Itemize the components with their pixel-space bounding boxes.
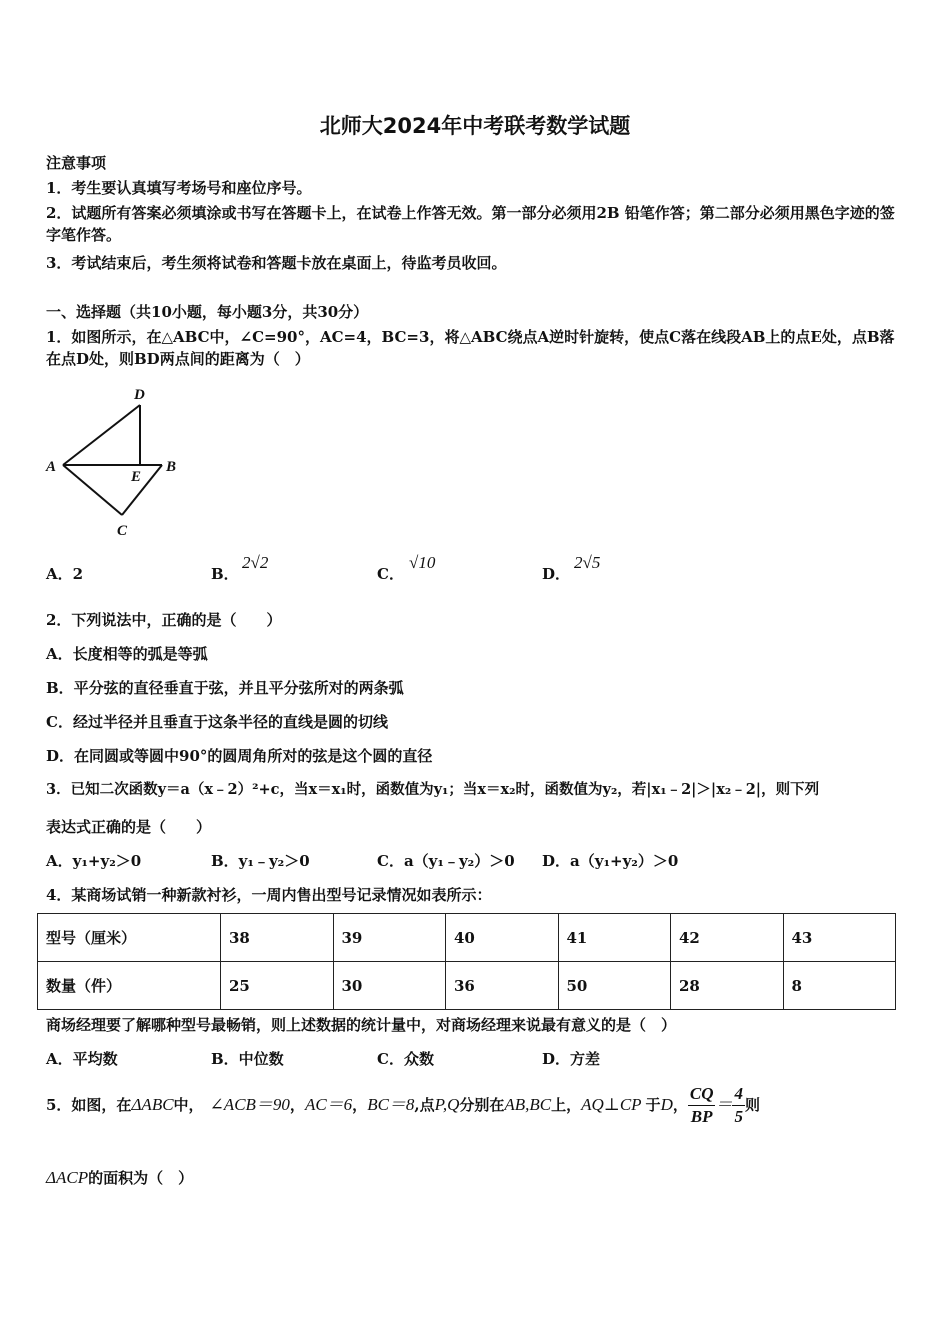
q1-option-b-label: B． [211, 565, 239, 583]
table-cell: 40 [446, 914, 559, 962]
q1-option-c-value: √10 [409, 553, 436, 572]
q1-option-d-value: 2√5 [574, 553, 601, 572]
q2-stem: 2．下列说法中，正确的是（ ） [46, 611, 282, 629]
q3-stem-line2: 表达式正确的是（ ） [46, 818, 212, 836]
page-title: 北师大2024年中考联考数学试题 [319, 114, 631, 138]
segment-cb [122, 465, 162, 515]
table-cell: 43 [783, 914, 896, 962]
q3-stem-line1: 3．已知二次函数y＝a（x﹣2）²+c，当x＝x₁时，函数值为y₁；当x＝x₂时，函数值为y₂，若|x₁﹣2|＞|x₂﹣2|，则下列 [46, 781, 820, 798]
fraction-cq-bp: $\frac{CQ}{BP}$ [689, 1083, 714, 1126]
notice-heading: 注意事项 [46, 154, 107, 172]
table-cell: 30 [333, 962, 446, 1010]
fraction-4-5: $\frac{4}{5}$ [734, 1083, 743, 1126]
q4-stem: 4．某商场试销一种新款衬衫，一周内售出型号记录情况如表所示： [46, 886, 492, 904]
table-cell: 25 [221, 962, 334, 1010]
section-heading: 一、选择题（共10小题，每小题3分，共30分） [46, 303, 369, 321]
q3-option-a: A．y₁+y₂＞0 [46, 852, 142, 870]
q2-option-a: A．长度相等的弧是等弧 [46, 645, 208, 663]
table-cell: 28 [671, 962, 784, 1010]
table-row [38, 914, 896, 962]
q4-option-d: D．方差 [542, 1050, 601, 1068]
table-cell: 8 [783, 962, 896, 1010]
q2-option-d: D．在同圆或等圆中90°的圆周角所对的弦是这个圆的直径 [46, 747, 433, 765]
q5-stem-line2: ΔACP的面积为（ ） [46, 1168, 194, 1187]
q3-option-d: D．a（y₁+y₂）＞0 [542, 852, 679, 870]
q4-option-c: C．众数 [377, 1050, 434, 1068]
size-table [37, 913, 896, 1010]
q4-question: 商场经理要了解哪种型号最畅销，则上述数据的统计量中，对商场经理来说最有意义的是（ ） [46, 1016, 677, 1034]
label-d: D [134, 387, 145, 403]
table-cell: 41 [558, 914, 671, 962]
q1-stem: 1．如图所示，在△ABC中，∠C=90°，AC=4，BC=3，将△ABC绕点A逆时针旋转，使点C落在线段AB上的点E处，点B落在点D处，则BD两点间的距离为（ ） [46, 328, 895, 368]
label-b: B [166, 459, 177, 475]
q3-option-c: C．a（y₁﹣y₂）＞0 [377, 852, 515, 870]
q5-stem-line1: 5．如图，在 ΔABC 中， ∠ACB＝90 ， AC＝6 ， BC＝8 ,点 P,Q 分别在 AB,BC 上， AQ⊥CP 于 D ， $\frac{CQ}{BP}$ ＝ $\frac{4}{5}$ 则 [46, 1083, 760, 1126]
notice-item-2: 2．试题所有答案必须填涂或书写在答题卡上，在试卷上作答无效。第一部分必须用2B 铅笔作答；第二部分必须用黑色字迹的签字笔作答。 [46, 204, 895, 244]
q2-option-b: B．平分弦的直径垂直于弦，并且平分弦所对的两条弧 [46, 679, 404, 697]
notice-item-3: 3．考试结束后，考生须将试卷和答题卡放在桌面上，待监考员收回。 [46, 254, 507, 272]
table-cell: 36 [446, 962, 559, 1010]
q1-option-d-label: D． [542, 565, 571, 583]
q1-option-c-label: C． [377, 565, 404, 583]
segment-ad [63, 405, 140, 465]
segment-ac [63, 465, 122, 515]
q4-option-a: A．平均数 [46, 1050, 118, 1068]
label-c: C [117, 523, 128, 539]
q1-option-b-value: 2√2 [242, 553, 269, 572]
label-e: E [131, 469, 142, 485]
table-cell: 50 [558, 962, 671, 1010]
table-cell: 38 [221, 914, 334, 962]
q2-option-c: C．经过半径并且垂直于这条半径的直线是圆的切线 [46, 713, 388, 731]
table-cell: 42 [671, 914, 784, 962]
q1-figure [40, 380, 190, 540]
table-cell: 39 [333, 914, 446, 962]
notice-item-1: 1．考生要认真填写考场号和座位序号。 [46, 179, 312, 197]
q3-option-b: B．y₁﹣y₂＞0 [211, 852, 310, 870]
table-cell: 型号（厘米） [38, 914, 221, 962]
q1-option-a: A．2 [46, 565, 84, 583]
table-cell: 数量（件） [38, 962, 221, 1010]
label-a: A [46, 459, 57, 475]
q4-option-b: B．中位数 [211, 1050, 284, 1068]
table-row [38, 962, 896, 1010]
